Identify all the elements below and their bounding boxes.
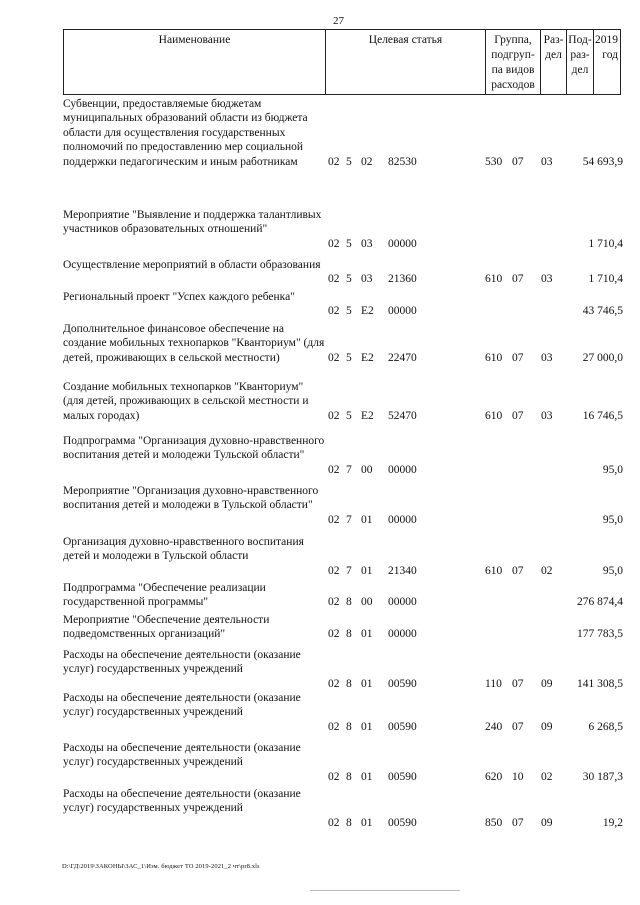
code-subprogram: 5 bbox=[346, 273, 352, 286]
amount-2019: 95,0 bbox=[602, 463, 623, 476]
amount-2019: 1 710,4 bbox=[588, 273, 623, 286]
amount-2019: 95,0 bbox=[602, 513, 623, 526]
subsection-code: 03 bbox=[541, 273, 553, 286]
code-event: 01 bbox=[361, 628, 373, 641]
code-subprogram: 8 bbox=[346, 596, 352, 609]
amount-2019: 16 746,5 bbox=[582, 409, 623, 422]
expense-group: 610 bbox=[485, 409, 503, 422]
code-subprogram: 8 bbox=[346, 677, 352, 690]
code-event: 03 bbox=[361, 237, 373, 250]
code-event: 01 bbox=[361, 513, 373, 526]
code-direction: 00590 bbox=[388, 677, 417, 690]
subsection-code: 02 bbox=[541, 770, 553, 783]
code-program: 02 bbox=[328, 409, 340, 422]
code-event: E2 bbox=[361, 305, 374, 318]
code-subprogram: 8 bbox=[346, 816, 352, 829]
row-name: Подпрограмма "Организация духовно-нравственного воспитания детей и молодежи Тульской области" bbox=[63, 435, 325, 462]
section-code: 07 bbox=[512, 816, 524, 829]
amount-2019: 19,2 bbox=[602, 816, 623, 829]
expense-group: 240 bbox=[485, 720, 503, 733]
section-code: 07 bbox=[512, 409, 524, 422]
code-direction: 00590 bbox=[388, 816, 417, 829]
code-subprogram: 7 bbox=[346, 513, 352, 526]
code-direction: 21340 bbox=[388, 564, 417, 577]
section-code: 07 bbox=[512, 155, 524, 168]
subsection-code: 09 bbox=[541, 677, 553, 690]
amount-2019: 54 693,9 bbox=[582, 155, 623, 168]
expense-group: 530 bbox=[485, 155, 503, 168]
page-number: 27 bbox=[333, 15, 344, 27]
subsection-code: 02 bbox=[541, 564, 553, 577]
code-program: 02 bbox=[328, 463, 340, 476]
row-name: Организация духовно-нравственного воспитания детей и молодежи в Тульской области bbox=[63, 536, 304, 563]
section-code: 07 bbox=[512, 720, 524, 733]
code-direction: 00000 bbox=[388, 628, 417, 641]
expense-group: 610 bbox=[485, 273, 503, 286]
code-subprogram: 7 bbox=[346, 564, 352, 577]
code-program: 02 bbox=[328, 351, 340, 364]
subsection-code: 03 bbox=[541, 409, 553, 422]
code-direction: 00000 bbox=[388, 237, 417, 250]
row-name: Региональный проект "Успех каждого ребенка" bbox=[63, 291, 295, 303]
code-event: 01 bbox=[361, 677, 373, 690]
code-event: 00 bbox=[361, 596, 373, 609]
code-program: 02 bbox=[328, 770, 340, 783]
code-program: 02 bbox=[328, 596, 340, 609]
section-code: 07 bbox=[512, 564, 524, 577]
code-program: 02 bbox=[328, 720, 340, 733]
code-direction: 21360 bbox=[388, 273, 417, 286]
expense-group: 110 bbox=[485, 677, 502, 690]
code-program: 02 bbox=[328, 237, 340, 250]
file-path-footer: D:\ГД\2019\ЗАКОНЫ\ЗАС_1\Изм. бюджет ТО 2019-2021_2 чт\pr8.xls bbox=[62, 863, 260, 870]
section-code: 10 bbox=[512, 770, 524, 783]
code-program: 02 bbox=[328, 305, 340, 318]
code-direction: 00000 bbox=[388, 305, 417, 318]
code-event: E2 bbox=[361, 409, 374, 422]
row-name: Мероприятие "Организация духовно-нравственного воспитания детей и молодежи в Тульской области" bbox=[63, 485, 319, 512]
code-program: 02 bbox=[328, 513, 340, 526]
code-event: 00 bbox=[361, 463, 373, 476]
expense-group: 610 bbox=[485, 351, 503, 364]
expense-group: 850 bbox=[485, 816, 503, 829]
code-subprogram: 5 bbox=[346, 409, 352, 422]
amount-2019: 177 783,5 bbox=[577, 628, 623, 641]
code-subprogram: 8 bbox=[346, 770, 352, 783]
code-subprogram: 5 bbox=[346, 237, 352, 250]
header-subsection: Под- раз- дел bbox=[567, 30, 594, 94]
row-name: Дополнительное финансовое обеспечение на создание мобильных технопарков "Кванториум" (для детей, проживающих в сельской местности) bbox=[63, 323, 325, 364]
header-name: Наименование bbox=[64, 30, 326, 94]
row-name: Мероприятие "Выявление и поддержка талантливых участников образовательных отношений" bbox=[63, 209, 322, 236]
row-name: Мероприятие "Обеспечение деятельности подведомственных организаций" bbox=[63, 614, 270, 641]
row-name: Расходы на обеспечение деятельности (оказание услуг) государственных учреждений bbox=[63, 742, 301, 769]
amount-2019: 141 308,5 bbox=[577, 677, 623, 690]
row-name: Расходы на обеспечение деятельности (оказание услуг) государственных учреждений bbox=[63, 649, 301, 676]
amount-2019: 30 187,3 bbox=[582, 770, 623, 783]
scan-artifact-line bbox=[310, 890, 460, 891]
code-event: 01 bbox=[361, 816, 373, 829]
amount-2019: 43 746,5 bbox=[582, 305, 623, 318]
section-code: 07 bbox=[512, 273, 524, 286]
section-code: 07 bbox=[512, 677, 524, 690]
code-direction: 00000 bbox=[388, 513, 417, 526]
amount-2019: 276 874,4 bbox=[577, 596, 623, 609]
code-event: 01 bbox=[361, 564, 373, 577]
code-direction: 22470 bbox=[388, 351, 417, 364]
header-section: Раз- дел bbox=[541, 30, 567, 94]
code-direction: 82530 bbox=[388, 155, 417, 168]
code-program: 02 bbox=[328, 564, 340, 577]
header-target: Целевая статья bbox=[326, 30, 486, 94]
code-subprogram: 5 bbox=[346, 351, 352, 364]
code-event: 01 bbox=[361, 720, 373, 733]
subsection-code: 03 bbox=[541, 351, 553, 364]
subsection-code: 09 bbox=[541, 720, 553, 733]
code-direction: 00000 bbox=[388, 463, 417, 476]
row-name: Расходы на обеспечение деятельности (оказание услуг) государственных учреждений bbox=[63, 692, 301, 719]
row-name: Осуществление мероприятий в области образования bbox=[63, 259, 321, 271]
code-event: 03 bbox=[361, 273, 373, 286]
code-subprogram: 8 bbox=[346, 720, 352, 733]
code-subprogram: 5 bbox=[346, 305, 352, 318]
code-direction: 00000 bbox=[388, 596, 417, 609]
amount-2019: 6 268,5 bbox=[588, 720, 623, 733]
code-event: E2 bbox=[361, 351, 374, 364]
code-event: 01 bbox=[361, 770, 373, 783]
table-header bbox=[63, 29, 621, 95]
code-direction: 00590 bbox=[388, 720, 417, 733]
code-program: 02 bbox=[328, 628, 340, 641]
row-name: Создание мобильных технопарков "Кванториум" (для детей, проживающих в сельской местности и малых городах) bbox=[63, 381, 309, 422]
code-program: 02 bbox=[328, 677, 340, 690]
row-name: Расходы на обеспечение деятельности (оказание услуг) государственных учреждений bbox=[63, 788, 301, 815]
subsection-code: 09 bbox=[541, 816, 553, 829]
header-group: Группа, подгруп- па видов расходов bbox=[486, 30, 541, 94]
amount-2019: 95,0 bbox=[602, 564, 623, 577]
code-program: 02 bbox=[328, 155, 340, 168]
code-program: 02 bbox=[328, 273, 340, 286]
expense-group: 620 bbox=[485, 770, 503, 783]
header-year: 2019 год bbox=[595, 34, 618, 61]
amount-2019: 1 710,4 bbox=[588, 237, 623, 250]
expense-group: 610 bbox=[485, 564, 503, 577]
code-event: 02 bbox=[361, 155, 373, 168]
row-name: Подпрограмма "Обеспечение реализации государственной программы" bbox=[63, 582, 266, 609]
code-program: 02 bbox=[328, 816, 340, 829]
code-direction: 52470 bbox=[388, 409, 417, 422]
code-subprogram: 5 bbox=[346, 155, 352, 168]
subsection-code: 03 bbox=[541, 155, 553, 168]
code-direction: 00590 bbox=[388, 770, 417, 783]
amount-2019: 27 000,0 bbox=[582, 351, 623, 364]
code-subprogram: 8 bbox=[346, 628, 352, 641]
code-subprogram: 7 bbox=[346, 463, 352, 476]
section-code: 07 bbox=[512, 351, 524, 364]
row-name: Субвенции, предоставляемые бюджетам муниципальных образований области из бюджета области для осуществления государственных полномочий по предоставлению мер социальной поддержки педагогическим и иным работникам bbox=[63, 98, 308, 168]
